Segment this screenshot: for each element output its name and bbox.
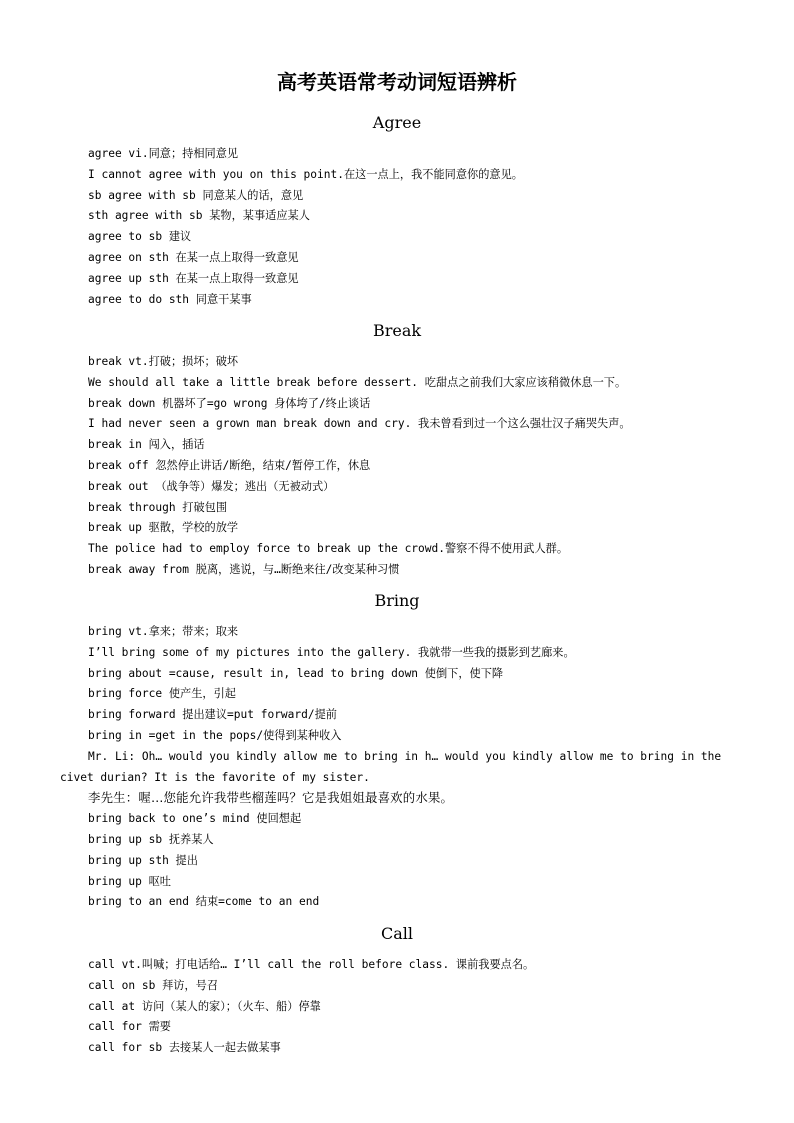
section-heading: Agree [372, 113, 422, 132]
entry-list [0, 352, 794, 581]
entry-line: We should all take a little break before dessert. 吃甜点之前我们大家应该稍微休息一下。 [88, 375, 627, 389]
entry-line: break down 机器坏了=go wrong 身体垮了/终止谈话 [88, 396, 371, 410]
entry-line: bring to an end 结束=come to an end [88, 895, 320, 909]
entry-line: bring back to one’s mind 使回想起 [88, 812, 302, 826]
entry-line: bring up sth 提出 [88, 853, 198, 867]
entry-line: bring in =get in the pops/使得到某种收入 [88, 728, 342, 742]
entry-line: I cannot agree with you on this point.在这一点上，我不能同意你的意见。 [88, 167, 523, 181]
entry-line: call vt.叫喊；打电话给… I’ll call the roll before class. 课前我要点名。 [88, 958, 535, 971]
entry-line: 李先生：喔…您能允许我带些榴莲吗？它是我姐姐最喜欢的水果。 [88, 790, 454, 806]
entry-line: agree up sth 在某一点上取得一致意见 [88, 271, 299, 285]
entry-line: break vt.打破；损坏；破坏 [88, 355, 239, 368]
entry-line: agree to sb 建议 [88, 230, 192, 244]
entry-list [0, 622, 794, 913]
entry-line: I had never seen a grown man break down and cry. 我未曾看到过一个这么强壮汉子痛哭失声。 [88, 417, 631, 431]
entry-line: agree to do sth 同意干某事 [88, 292, 252, 306]
entry-line: call for sb 去接某人一起去做某事 [88, 1041, 281, 1055]
entry-line: break in 闯入，插话 [88, 438, 205, 452]
entry-line: bring force 使产生，引起 [88, 687, 236, 701]
entry-line-continuation: civet durian? It is the favorite of my sister. [60, 770, 370, 784]
entry-line: break off 忽然停止讲话/断绝，结束/暂停工作，休息 [88, 458, 371, 472]
entry-line: call at 访问（某人的家）；（火车、船）停靠 [88, 999, 321, 1013]
entry-line: sth agree with sb 某物，某事适应某人 [88, 209, 310, 223]
entry-line: I’ll bring some of my pictures into the gallery. 我就带一些我的摄影到艺廊来。 [88, 645, 575, 659]
section-heading: Call [380, 924, 413, 943]
entry-line: break up 驱散，学校的放学 [88, 521, 239, 535]
entry-line: The police had to employ force to break up the crowd.警察不得不使用武人群。 [88, 542, 569, 556]
entry-line: bring vt.拿来；带来；取来 [88, 625, 239, 638]
section-agree [0, 113, 794, 310]
entry-line: bring up 呕吐 [88, 874, 171, 888]
section-heading: Bring [374, 591, 420, 610]
section-heading: Break [372, 321, 422, 340]
entry-line: bring up sb 抚养某人 [88, 832, 214, 846]
section-bring [0, 591, 794, 913]
entry-line: call for 需要 [88, 1020, 171, 1034]
entry-line: Mr. Li: Oh… would you kindly allow me to bring in h… would you kindly allow me to bring in the [88, 749, 722, 763]
section-break [0, 321, 794, 581]
entry-line: sb agree with sb 同意某人的话，意见 [88, 188, 304, 202]
entry-line: agree on sth 在某一点上取得一致意见 [88, 250, 299, 264]
section-call [0, 924, 794, 1059]
entry-line: break out （战争等）爆发；逃出（无被动式） [88, 479, 335, 493]
entry-line: bring forward 提出建议=put forward/提前 [88, 708, 337, 722]
entry-line: bring about =cause, result in, lead to bring down 使倒下，使下降 [88, 666, 504, 680]
entry-line: call on sb 拜访，号召 [88, 978, 219, 992]
document-title: 高考英语常考动词短语辨析 [277, 70, 517, 94]
entry-line: agree vi.同意；持相同意见 [88, 147, 239, 160]
entry-line: break away from 脱离，逃说，与…断绝来往/改变某种习惯 [88, 562, 400, 576]
entry-line: break through 打破包围 [88, 500, 228, 514]
entry-list [0, 144, 794, 310]
entry-list [0, 955, 794, 1059]
